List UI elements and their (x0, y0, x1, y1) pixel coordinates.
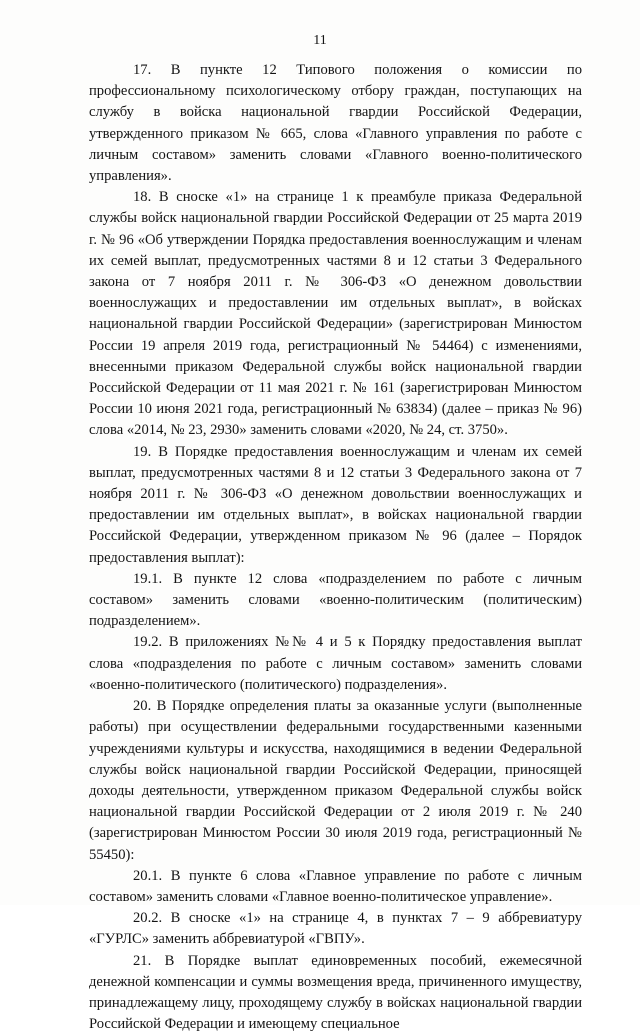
paragraph-18: 18. В сноске «1» на странице 1 к преамбуле приказа Федеральной службы войск национальной гвардии Российской Федерации от 25 марта 2019 г. № 96 «Об утверждении Порядка предоставления военнослужащим и членам их семей выплат, предусмотренных частями 8 и 12 статьи 3 Федерального закона от 7 ноября 2011 г. № 306-ФЗ «О денежном довольствии военнослужащих и предоставлении им отдельных выплат», в войсках национальной гвардии Российской Федерации» (зарегистрирован Минюстом России 19 апреля 2019 года, регистрационный № 54464) с изменениями, внесенными приказом Федеральной службы войск национальной гвардии Российской Федерации от 11 мая 2021 г. № 161 (зарегистрирован Минюстом России 10 июня 2021 года, регистрационный № 63834) (далее – приказ № 96) слова «2014, № 23, 2930» заменить словами «2020, № 24, ст. 3750». (89, 189, 582, 439)
page-number: 11 (313, 33, 327, 48)
paragraph-20: 20. В Порядке определения платы за оказанные услуги (выполненные работы) при осуществлении федеральными государственными казенными учреждениями культуры и искусства, находящимися в ведении Федеральной службы войск национальной гвардии Российской Федерации, приносящей доходы деятельности, утвержденном приказом Федеральной службы войск национальной гвардии Российской Федерации от 2 июля 2019 г. № 240 (зарегистрирован Минюстом России 30 июля 2019 года, регистрационный № 55450): (89, 698, 582, 863)
paragraph-20-1: 20.1. В пункте 6 слова «Главное управление по работе с личным составом» заменить словами «Главное военно-политическое управление». (89, 867, 582, 905)
paragraph-19: 19. В Порядке предоставления военнослужащим и членам их семей выплат, предусмотренных частями 8 и 12 статьи 3 Федерального закона от 7 ноября 2011 г. № 306-ФЗ «О денежном довольствии военнослужащих и предоставлении им отдельных выплат», в войсках национальной гвардии Российской Федерации, утвержденном приказом № 96 (далее – Порядок предоставления выплат): (89, 443, 582, 566)
paragraph-20-2: 20.2. В сноске «1» на странице 4, в пунктах 7 – 9 аббревиатуру «ГУРЛС» заменить аббревиатурой «ГВПУ». (89, 910, 582, 948)
paragraph-19-1: 19.1. В пункте 12 слова «подразделением по работе с личным составом» заменить словами «военно-политическим (политическим) подразделением». (89, 570, 582, 630)
paragraph-17: 17. В пункте 12 Типового положения о комиссии по профессиональному психологическому отбору граждан, поступающих на службу в войска национальной гвардии Российской Федерации, утвержденного приказом № 665, слова «Главного управления по работе с личным составом» заменить словами «Главного военно-политического управления». (89, 62, 582, 185)
document-body (89, 60, 582, 1035)
paragraph-21: 21. В Порядке выплат единовременных пособий, ежемесячной денежной компенсации и суммы возмещения вреда, причиненного имуществу, принадлежащему лицу, проходящему службу в войсках национальной гвардии Российской Федерации и имеющему специальное (89, 952, 582, 1033)
paragraph-19-2: 19.2. В приложениях №№ 4 и 5 к Порядку предоставления выплат слова «подразделения по работе с личным составом» заменить словами «военно-политического (политического) подразделения». (89, 634, 582, 693)
